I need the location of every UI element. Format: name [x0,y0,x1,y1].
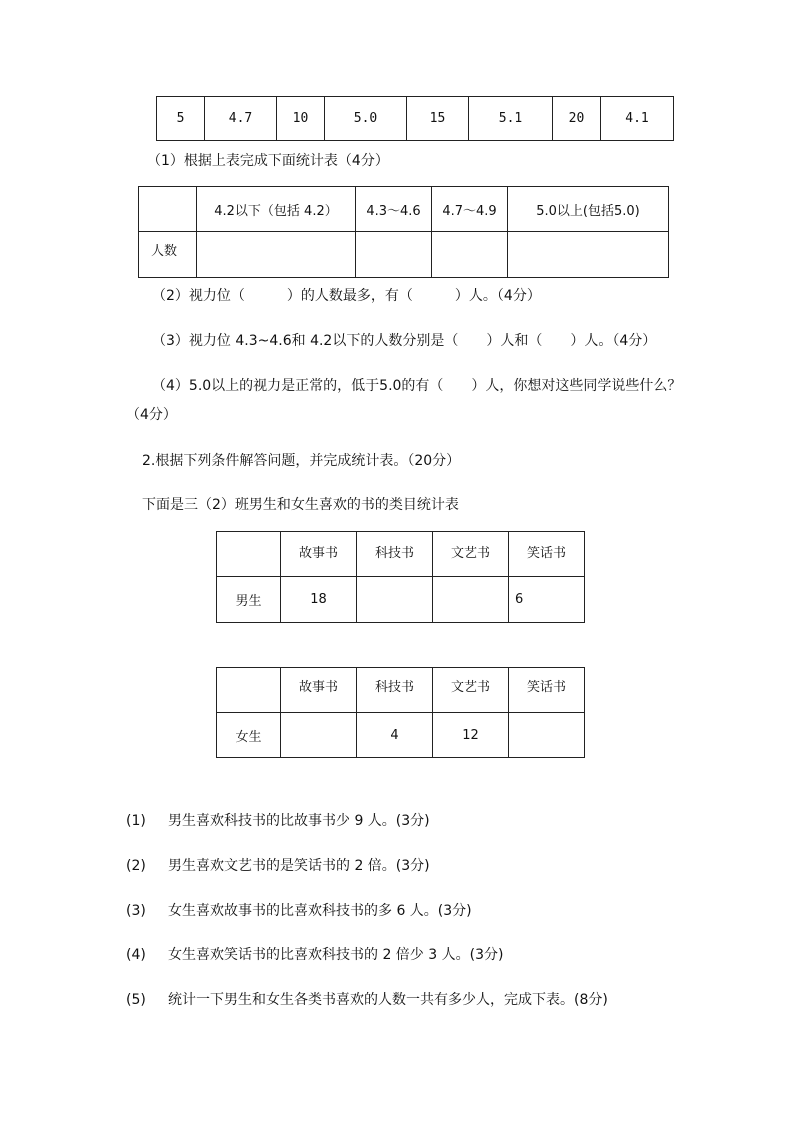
list-item [126,855,430,875]
table-cell: 5.0 [325,97,407,141]
table-cell: 12 [433,713,509,758]
row-label: 人数 [139,232,197,278]
vision-stats-table [138,186,669,278]
table-header-cell: 科技书 [357,532,433,577]
table-row [217,577,585,623]
condition-text: 统计一下男生和女生各类书喜欢的人数一共有多少人，完成下表。(8分) [168,992,608,1008]
table-cell: 5.1 [469,97,553,141]
list-item [126,900,472,920]
answer-cell[interactable] [433,577,509,623]
table-header-cell: 故事书 [281,532,357,577]
condition-number: (5) [126,992,146,1008]
table-cell: 4.1 [601,97,674,141]
table-header-cell: 文艺书 [433,532,509,577]
list-item [126,810,430,830]
table-header-cell [139,187,197,232]
condition-text: 男生喜欢科技书的比故事书少 9 人。(3分) [168,813,430,829]
vision-data-table [156,96,674,141]
table-cell: 4.7 [205,97,277,141]
answer-cell[interactable] [281,713,357,758]
condition-text: 男生喜欢文艺书的是笑话书的 2 倍。(3分) [168,858,430,874]
table-header-cell [217,532,281,577]
list-item [126,944,503,964]
question-4-line-2: （4分） [126,407,177,423]
table-cell: 6 [509,577,585,623]
list-item [126,989,608,1009]
table-header-cell: 文艺书 [433,668,509,713]
table-header-cell: 4.2以下（包括 4.2） [197,187,356,232]
table-row [157,97,674,141]
table-header-row [217,668,585,713]
section-2-intro: 下面是三（2）班男生和女生喜欢的书的类目统计表 [142,497,459,513]
table-cell: 20 [553,97,601,141]
table-header-cell: 4.7～4.9 [432,187,508,232]
condition-text: 女生喜欢故事书的比喜欢科技书的多 6 人。(3分) [168,903,472,919]
question-3: （3）视力位 4.3~4.6和 4.2以下的人数分别是（ ）人和（ ）人。（4分） [152,333,657,349]
table-cell: 4 [357,713,433,758]
table-header-cell: 故事书 [281,668,357,713]
condition-text: 女生喜欢笑话书的比喜欢科技书的 2 倍少 3 人。(3分) [168,947,504,963]
answer-cell[interactable] [356,232,432,278]
table-cell: 18 [281,577,357,623]
table-header-row [139,187,669,232]
condition-number: (2) [126,858,146,874]
condition-number: (3) [126,903,146,919]
answer-cell[interactable] [197,232,356,278]
question-1-prompt: （1）根据上表完成下面统计表（4分） [147,153,389,169]
table-row [139,232,669,278]
condition-number: (4) [126,947,146,963]
table-cell: 15 [407,97,469,141]
answer-cell[interactable] [509,713,585,758]
table-header-cell: 4.3～4.6 [356,187,432,232]
table-header-cell: 笑话书 [509,668,585,713]
condition-number: (1) [126,813,146,829]
answer-cell[interactable] [357,577,433,623]
boys-books-table [216,531,585,623]
question-2: （2）视力位（ ）的人数最多，有（ ）人。（4分） [152,288,541,304]
table-header-cell: 笑话书 [509,532,585,577]
question-4-line-1: （4）5.0以上的视力是正常的，低于5.0的有（ ）人，你想对这些同学说些什么？ [152,378,682,394]
row-label: 女生 [217,713,281,758]
table-cell: 5 [157,97,205,141]
section-2-title: 2.根据下列条件解答问题，并完成统计表。（20分） [142,453,461,469]
girls-books-table [216,667,585,758]
table-row [217,713,585,758]
table-header-cell: 科技书 [357,668,433,713]
answer-cell[interactable] [432,232,508,278]
answer-cell[interactable] [508,232,669,278]
table-header-cell [217,668,281,713]
table-cell: 10 [277,97,325,141]
table-header-cell: 5.0以上(包括5.0) [508,187,669,232]
table-header-row [217,532,585,577]
row-label: 男生 [217,577,281,623]
